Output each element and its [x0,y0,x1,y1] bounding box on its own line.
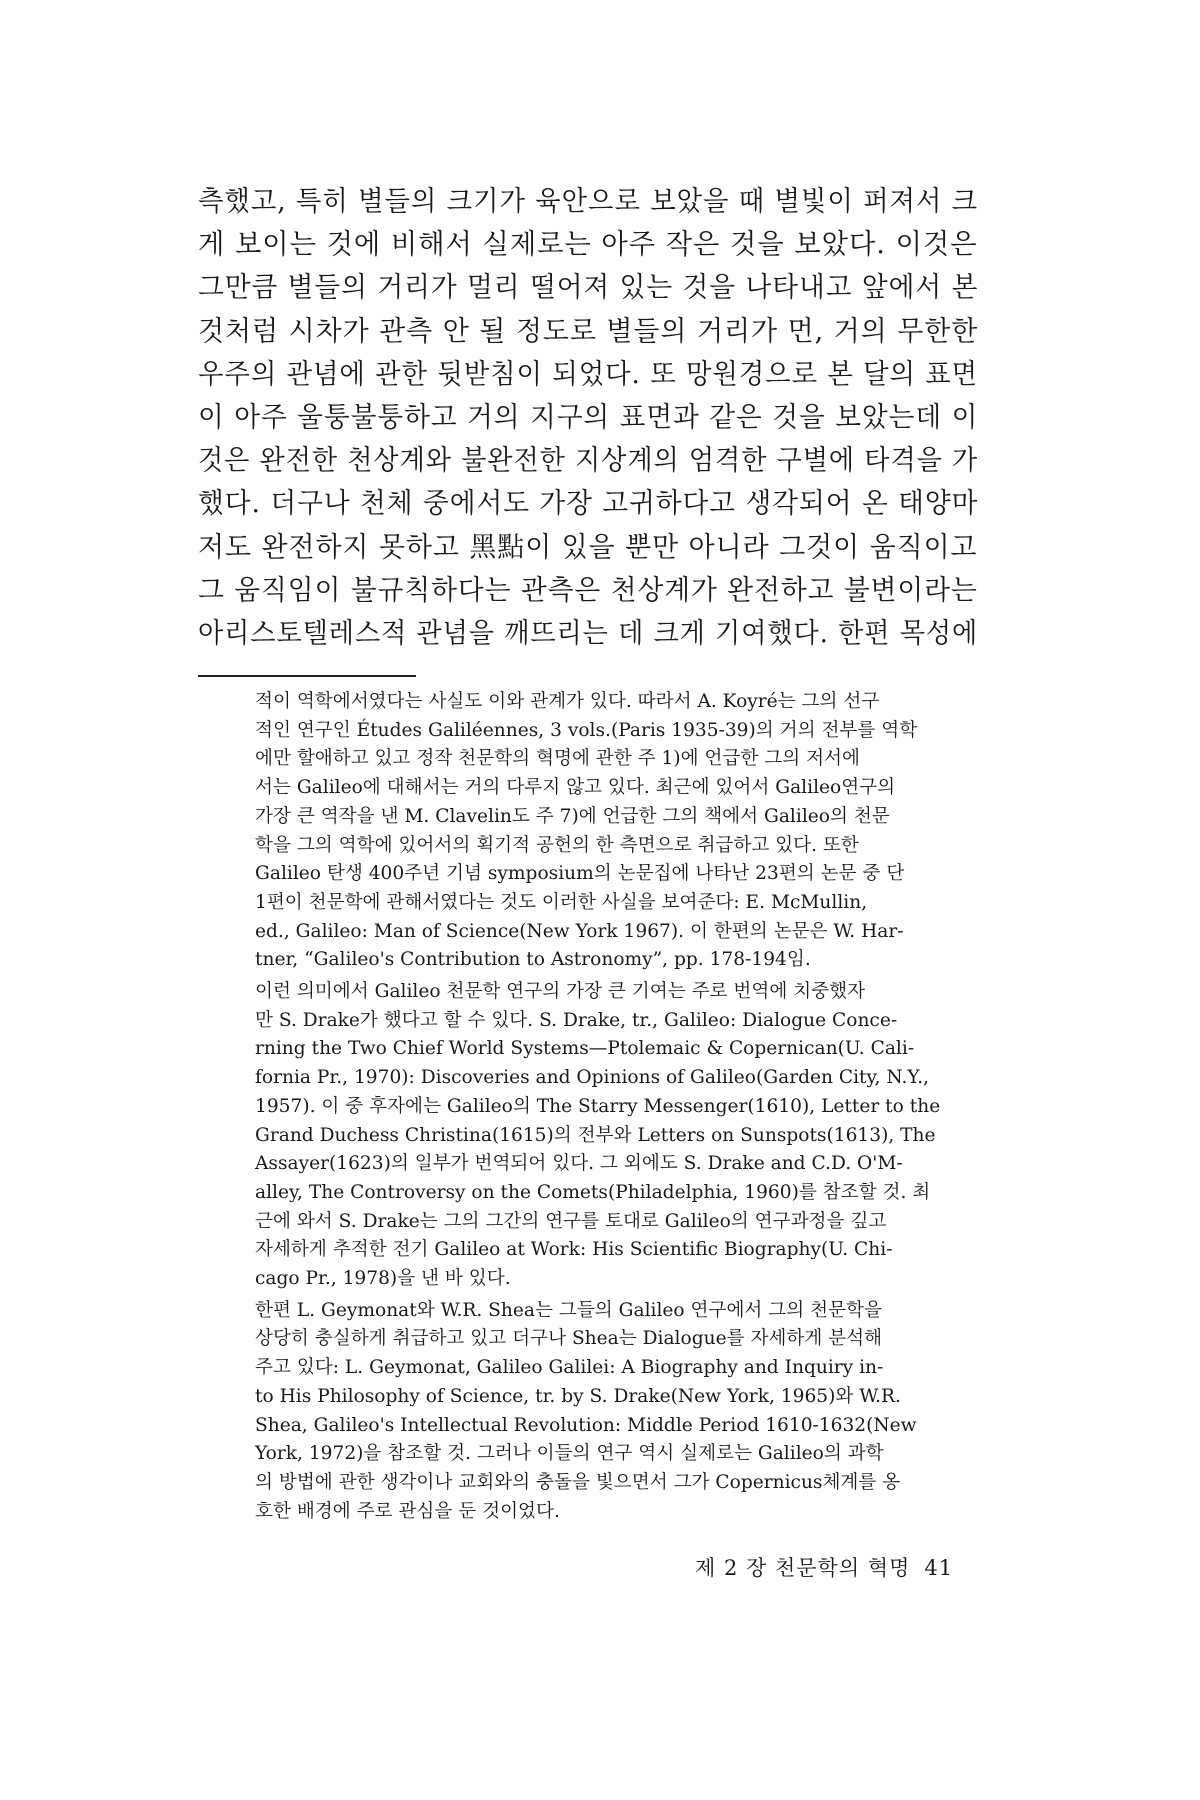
footnote-line: 만 S. Drake가 했다고 할 수 있다. S. Drake, tr., Galileo: Dialogue Conce- [255,1009,898,1031]
footnote-paragraph [255,978,977,1294]
footnote-paragraph [255,688,977,975]
body-text-line: 것처럼 시차가 관측 안 될 정도로 별들의 거리가 먼, 거의 무한한 [198,314,979,347]
footnote-divider [198,675,416,677]
footnote-line: Assayer(1623)의 일부가 번역되어 있다. 그 외에도 S. Drake and C.D. O'M- [255,1153,903,1175]
footnotes [255,688,977,1526]
footnote-line: Shea, Galileo's Intellectual Revolution: Middle Period 1610-1632(New [255,1414,917,1436]
body-text-line: 이 아주 울퉁불퉁하고 거의 지구의 표면과 같은 것을 보았는데 이 [198,401,979,434]
main-text [198,180,978,655]
footnote-line: Grand Duchess Christina(1615)의 전부와 Letters on Sunspots(1613), The [255,1124,936,1146]
footnote-line: cago Pr., 1978)을 낸 바 있다. [255,1268,511,1290]
footnote-line: 이런 의미에서 Galileo 천문학 연구의 가장 큰 기여는 주로 번역에 치중했자 [255,981,866,1003]
body-text-line: 했다. 더구나 천체 중에서도 가장 고귀하다고 생각되어 온 태양마 [198,487,979,520]
footnote-line: 주고 있다: L. Geymonat, Galileo Galilei: A Biography and Inquiry in- [255,1357,884,1379]
footnote-line: 호한 배경에 주로 관심을 둔 것이었다. [255,1500,560,1522]
footnote-line: alley, The Controversy on the Comets(Philadelphia, 1960)를 참조할 것. 최 [255,1181,931,1203]
footnote-line: 한편 L. Geymonat와 W.R. Shea는 그들의 Galileo 연구에서 그의 천문학을 [255,1299,882,1321]
footnote-line: 가장 큰 역작을 낸 M. Clavelin도 주 7)에 언급한 그의 책에서 Galileo의 천문 [255,805,890,827]
footnote-line: tner, “Galileo's Contribution to Astronomy”, pp. 178-194임. [255,949,811,971]
footnote-line: 서는 Galileo에 대해서는 거의 다루지 않고 있다. 최근에 있어서 Galileo연구의 [255,777,896,799]
footnote-line: 자세하게 추적한 전기 Galileo at Work: His Scientific Biography(U. Chi- [255,1239,893,1261]
body-text-line: 측했고, 특히 별들의 크기가 육안으로 보았을 때 별빛이 퍼져서 크 [198,185,979,217]
footnote-line: 상당히 충실하게 취급하고 있고 더구나 Shea는 Dialogue를 자세하게 분석해 [255,1328,883,1350]
footnote-line: 에만 할애하고 있고 정작 천문학의 혁명에 관한 주 1)에 언급한 그의 저서에 [255,748,860,770]
body-text-line: 아리스토텔레스적 관념을 깨뜨리는 데 크게 기여했다. 한편 목성에 [198,617,979,650]
body-text-line: 것은 완전한 천상계와 불완전한 지상계의 엄격한 구별에 타격을 가 [198,444,979,477]
footnote-line: York, 1972)을 참조할 것. 그러나 이들의 연구 역시 실제로는 Galileo의 과학 [255,1443,884,1465]
body-text-line: 그 움직임이 불규칙하다는 관측은 천상계가 완전하고 불변이라는 [198,573,978,606]
body-text-line: 저도 완전하지 못하고 黑點이 있을 뿐만 아니라 그것이 움직이고 [198,530,978,563]
footnote-line: rning the Two Chief World Systems—Ptolemaic & Copernican(U. Cali- [255,1038,915,1060]
footnote-line: 의 방법에 관한 생각이나 교회와의 충돌을 빛으면서 그가 Copernicus체계를 옹 [255,1471,901,1493]
page-number: 41 [924,1556,954,1580]
footnote-line: 학을 그의 역학에 있어서의 획기적 공헌의 한 측면으로 취급하고 있다. 또한 [255,834,859,856]
footnote-line: Galileo 탄생 400주년 기념 symposium의 논문집에 나타난 23편의 논문 중 단 [255,863,905,885]
footnote-line: 적이 역학에서였다는 사실도 이와 관계가 있다. 따라서 A. Koyré는 그의 선구 [255,691,880,712]
footnote-line: to His Philosophy of Science, tr. by S. Drake(New York, 1965)와 W.R. [255,1385,901,1407]
footnote-paragraph [255,1297,977,1527]
body-text-line: 게 보이는 것에 비해서 실제로는 아주 작은 것을 보았다. 이것은 [198,228,978,261]
page-footer [695,1552,953,1582]
footnote-line: 적인 연구인 Études Galiléennes, 3 vols.(Paris 1935-39)의 거의 전부를 역학 [255,719,918,741]
footnote-line: fornia Pr., 1970): Discoveries and Opinions of Galileo(Garden City, N.Y., [255,1067,930,1089]
footnote-line: 근에 와서 S. Drake는 그의 그간의 연구를 토대로 Galileo의 연구과정을 깊고 [255,1210,887,1232]
footnote-line: ed., Galileo: Man of Science(New York 1967). 이 한편의 논문은 W. Har- [255,920,904,942]
body-text-line: 우주의 관념에 관한 뒷받침이 되었다. 또 망원경으로 본 달의 표면 [198,357,979,390]
body-text-line: 그만큼 별들의 거리가 멀리 떨어져 있는 것을 나타내고 앞에서 본 [198,271,979,304]
running-chapter-title: 제 2 장 천문학의 혁명 [695,1556,911,1580]
footnote-line: 1편이 천문학에 관해서였다는 것도 이러한 사실을 보여준다: E. McMullin, [255,891,868,913]
footnote-line: 1957). 이 중 후자에는 Galileo의 The Starry Messenger(1610), Letter to the [255,1095,941,1117]
